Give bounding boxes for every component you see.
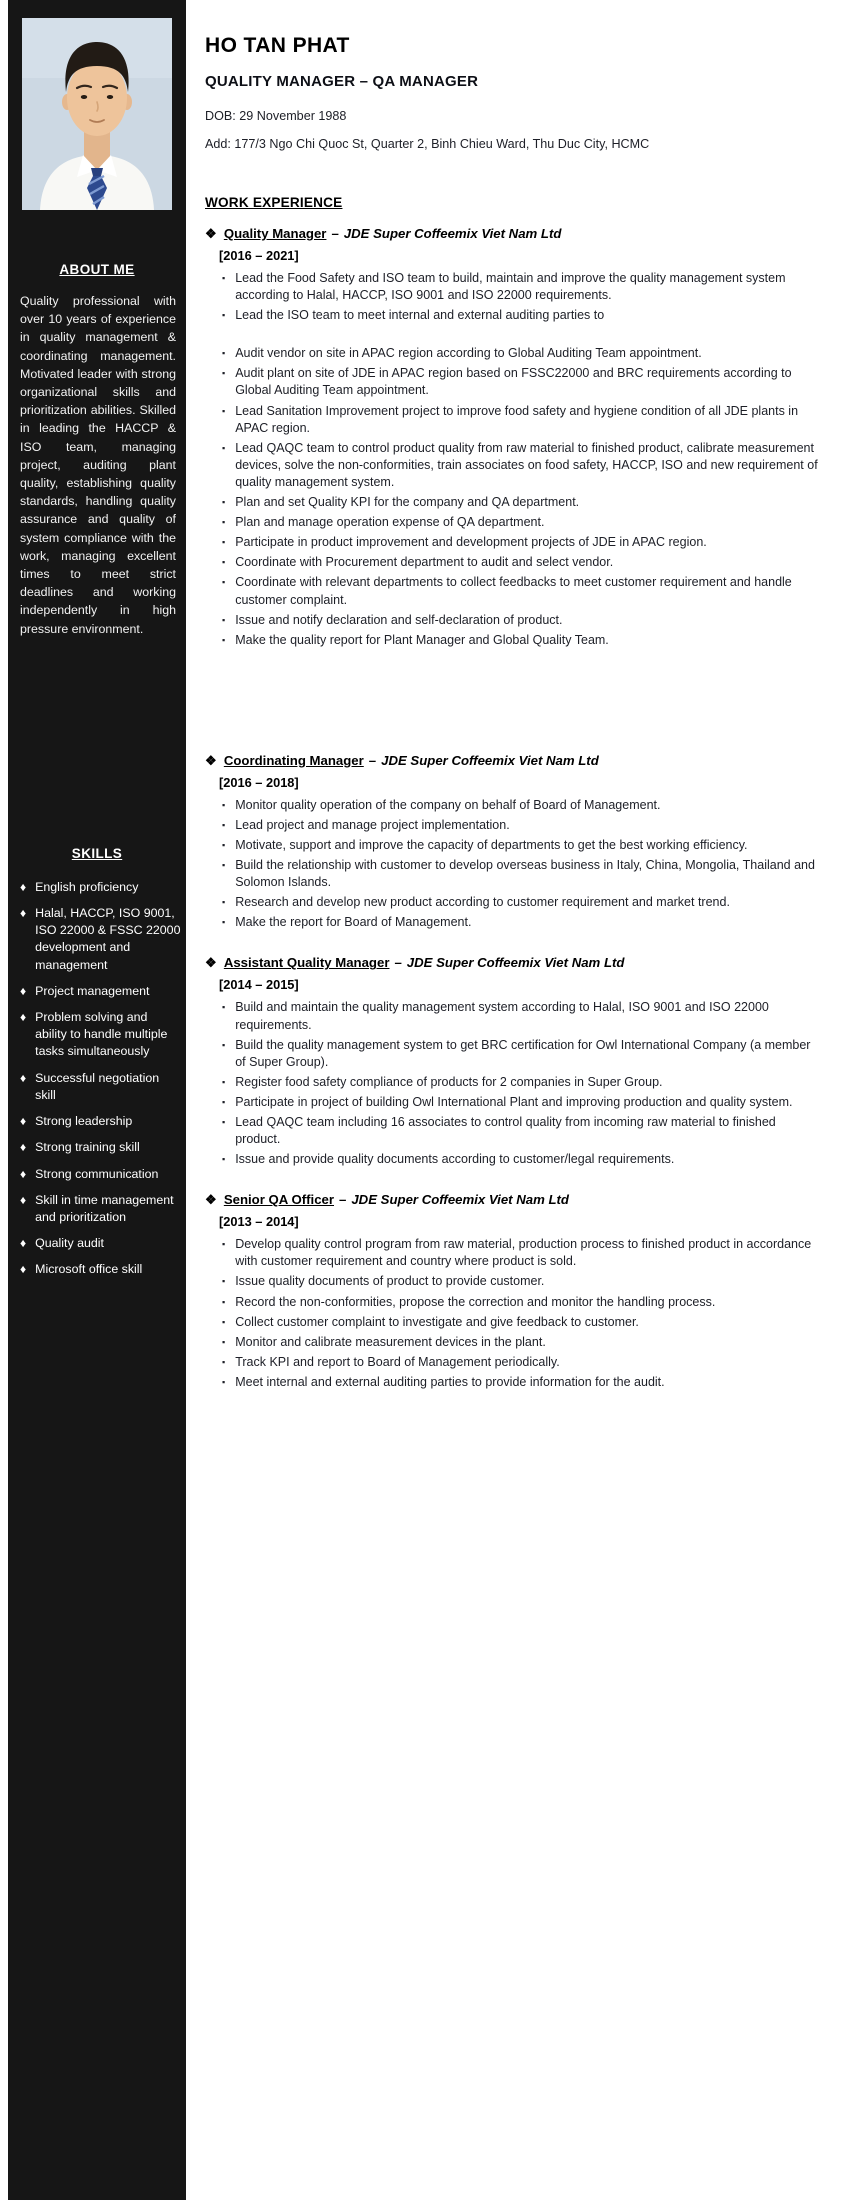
skill-label: Successful negotiation skill bbox=[35, 1070, 160, 1102]
job-bullet-text: Audit vendor on site in APAC region according to Global Auditing Team appointment. bbox=[235, 346, 702, 361]
about-heading: ABOUT ME bbox=[59, 262, 135, 277]
skill-item bbox=[20, 1166, 182, 1183]
square-bullet-icon: ▪ bbox=[222, 819, 226, 830]
diamond-bullet-icon: ♦ bbox=[20, 1114, 27, 1129]
diamond-bullet-icon: ♦ bbox=[20, 1010, 27, 1025]
job-period: [2014 – 2015] bbox=[219, 977, 299, 993]
square-bullet-icon: ▪ bbox=[222, 1117, 226, 1127]
square-bullet-icon: ▪ bbox=[222, 348, 226, 359]
address-line: Add: 177/3 Ngo Chi Quoc St, Quarter 2, Binh Chieu Ward, Thu Duc City, HCMC bbox=[205, 137, 650, 151]
skill-item bbox=[20, 1070, 182, 1104]
job-bullet bbox=[222, 857, 823, 891]
job-bullet-text: Coordinate with relevant departments to collect feedbacks to meet customer requirement and handle customer complaint. bbox=[235, 575, 792, 607]
square-bullet-icon: ▪ bbox=[222, 1239, 226, 1250]
job-title-line bbox=[205, 753, 823, 769]
square-bullet-icon: ▪ bbox=[222, 310, 226, 321]
job-entry-senior-qa-officer bbox=[205, 1192, 823, 1391]
job-bullet bbox=[222, 1151, 823, 1168]
skill-label: Strong communication bbox=[35, 1166, 159, 1181]
job-bullet bbox=[222, 914, 823, 931]
dob-line: DOB: 29 November 1988 bbox=[205, 109, 347, 123]
diamond-bullet-icon: ♦ bbox=[20, 879, 27, 894]
job-bullet-text: Monitor and calibrate measurement devices in the plant. bbox=[235, 1334, 546, 1349]
job-bullet bbox=[222, 1074, 823, 1091]
skill-item bbox=[20, 1192, 182, 1226]
skill-label: Problem solving and ability to handle multiple tasks simultaneously bbox=[35, 1010, 168, 1059]
candidate-name: HO TAN PHAT bbox=[205, 34, 350, 57]
diamond-bullet-icon: ♦ bbox=[20, 906, 27, 921]
square-bullet-icon: ▪ bbox=[222, 839, 226, 850]
job-bullet bbox=[222, 1374, 823, 1391]
job-bullet bbox=[222, 837, 823, 854]
diamond-bullet-icon: ♦ bbox=[20, 983, 27, 998]
diamond-bullet-icon: ♦ bbox=[20, 1166, 27, 1181]
skill-label: Strong training skill bbox=[35, 1140, 140, 1155]
job-bullet bbox=[222, 632, 823, 649]
candidate-job-title: QUALITY MANAGER – QA MANAGER bbox=[205, 73, 479, 90]
job-bullet-text: Meet internal and external auditing parties to provide information for the audit. bbox=[235, 1374, 665, 1389]
job-company: JDE Super Coffeemix Viet Nam Ltd bbox=[351, 1192, 569, 1208]
job-bullet-text: Lead project and manage project implementation. bbox=[235, 817, 510, 832]
job-bullet-text: Build the quality management system to get BRC certification for Owl International Company (a member of Super Group). bbox=[235, 1037, 811, 1069]
job-bullet bbox=[222, 1037, 823, 1071]
job-bullet-text: Lead QAQC team including 16 associates to control quality from incoming raw material to finished product. bbox=[235, 1115, 776, 1147]
job-title-line bbox=[205, 226, 823, 242]
square-bullet-icon: ▪ bbox=[222, 1096, 226, 1107]
job-bullet-text: Plan and manage operation expense of QA department. bbox=[235, 515, 545, 530]
job-marker-icon: ❖ bbox=[205, 752, 217, 768]
skill-item bbox=[20, 1261, 182, 1278]
job-company: JDE Super Coffeemix Viet Nam Ltd bbox=[381, 752, 599, 768]
skill-label: Project management bbox=[35, 983, 150, 998]
skill-label: English proficiency bbox=[35, 879, 139, 894]
job-bullet-text: Monitor quality operation of the company on behalf of Board of Management. bbox=[235, 797, 661, 812]
job-bullet-text: Track KPI and report to Board of Management periodically. bbox=[235, 1354, 560, 1369]
square-bullet-icon: ▪ bbox=[222, 368, 226, 379]
skill-label: Skill in time management and prioritization bbox=[35, 1192, 174, 1224]
job-bullet bbox=[222, 999, 823, 1033]
job-bullet-text: Coordinate with Procurement department to audit and select vendor. bbox=[235, 555, 614, 570]
square-bullet-icon: ▪ bbox=[222, 1296, 226, 1307]
job-company: JDE Super Coffeemix Viet Nam Ltd bbox=[343, 226, 562, 241]
job-bullet-text: Issue and provide quality documents according to customer/legal requirements. bbox=[235, 1152, 675, 1167]
square-bullet-icon: ▪ bbox=[222, 1316, 226, 1327]
job-separator: – bbox=[339, 1192, 347, 1208]
square-bullet-icon: ▪ bbox=[222, 1039, 226, 1050]
square-bullet-icon: ▪ bbox=[222, 1154, 226, 1165]
job-title-line bbox=[205, 1192, 823, 1208]
skill-label: Strong leadership bbox=[35, 1114, 133, 1129]
skill-label: Halal, HACCP, ISO 9001, ISO 22000 & FSSC 22000 development and management bbox=[35, 906, 181, 972]
skill-label: Quality audit bbox=[35, 1236, 104, 1251]
job-bullet bbox=[222, 1334, 823, 1351]
square-bullet-icon: ▪ bbox=[222, 1276, 226, 1287]
skill-item bbox=[20, 983, 182, 1000]
job-period: [2013 – 2014] bbox=[219, 1214, 299, 1230]
job-bullet-text: Issue and notify declaration and self-declaration of product. bbox=[235, 612, 563, 627]
job-separator: – bbox=[331, 226, 339, 241]
square-bullet-icon: ▪ bbox=[222, 537, 226, 548]
job-marker-icon: ❖ bbox=[205, 955, 217, 971]
skill-item bbox=[20, 1113, 182, 1130]
diamond-bullet-icon: ♦ bbox=[20, 1262, 27, 1277]
job-bullet-text: Make the quality report for Plant Manager and Global Quality Team. bbox=[235, 632, 609, 647]
job-bullet bbox=[222, 514, 823, 531]
job-bullet-text: Collect customer complaint to investigate and give feedback to customer. bbox=[235, 1314, 639, 1329]
job-bullet bbox=[222, 797, 823, 814]
sidebar bbox=[8, 0, 186, 2200]
square-bullet-icon: ▪ bbox=[222, 557, 226, 568]
job-bullet-text: Motivate, support and improve the capacity of departments to get the best working efficiency. bbox=[235, 837, 748, 852]
diamond-bullet-icon: ♦ bbox=[20, 1070, 27, 1085]
job-bullet-text: Lead the ISO team to meet internal and external auditing parties to bbox=[235, 308, 605, 323]
job-period: [2016 – 2018] bbox=[219, 774, 299, 790]
job-bullet-text: Issue quality documents of product to provide customer. bbox=[235, 1274, 545, 1289]
job-bullet bbox=[222, 270, 823, 304]
square-bullet-icon: ▪ bbox=[222, 442, 226, 453]
job-title-line bbox=[205, 955, 823, 971]
job-bullet bbox=[222, 365, 823, 399]
job-bullet bbox=[222, 1294, 823, 1311]
skill-item bbox=[20, 879, 182, 896]
square-bullet-icon: ▪ bbox=[222, 497, 226, 508]
job-bullet bbox=[222, 1094, 823, 1111]
job-company: JDE Super Coffeemix Viet Nam Ltd bbox=[406, 955, 625, 971]
job-bullet-list bbox=[205, 1236, 823, 1391]
skills-list bbox=[20, 879, 182, 1279]
diamond-bullet-icon: ♦ bbox=[20, 1192, 27, 1207]
job-bullet-text: Record the non-conformities, propose the correction and monitor the handling process. bbox=[235, 1294, 716, 1309]
job-bullet-text: Research and develop new product according to customer requirement and market trend. bbox=[235, 895, 730, 910]
square-bullet-icon: ▪ bbox=[222, 1002, 226, 1013]
job-bullet-text: Participate in project of building Owl International Plant and improving production and quality system. bbox=[235, 1094, 793, 1109]
job-bullet bbox=[222, 534, 823, 551]
main-content bbox=[205, 0, 823, 1394]
square-bullet-icon: ▪ bbox=[222, 799, 226, 810]
job-bullet-text: Lead QAQC team to control product quality from raw material to finished product, calibrate measurement devices, solve the non-conformities, train associates on food safety, HACCP, ISO and new requirement of quality management system. bbox=[235, 440, 818, 489]
job-bullet bbox=[222, 1236, 823, 1270]
job-bullet-text: Audit plant on site of JDE in APAC region based on FSSC22000 and BRC requirements according to Global Auditing Team appointment. bbox=[235, 366, 792, 398]
job-bullet-text: Register food safety compliance of products for 2 companies in Super Group. bbox=[235, 1074, 663, 1089]
job-bullet bbox=[222, 894, 823, 911]
job-bullet-text: Plan and set Quality KPI for the company and QA department. bbox=[235, 495, 580, 510]
profile-photo bbox=[22, 18, 172, 210]
job-separator: – bbox=[368, 752, 377, 768]
job-bullet-text: Develop quality control program from raw material, production process to finished product in accordance with customer requirement and country where product is sold. bbox=[235, 1237, 812, 1269]
job-marker-icon: ❖ bbox=[205, 226, 217, 241]
skill-item bbox=[20, 1139, 182, 1156]
skill-label: Microsoft office skill bbox=[35, 1262, 143, 1277]
job-entry-coordinating-manager bbox=[205, 753, 823, 932]
job-bullet bbox=[222, 345, 823, 362]
skill-item bbox=[20, 1235, 182, 1252]
work-experience-heading: WORK EXPERIENCE bbox=[205, 195, 343, 210]
square-bullet-icon: ▪ bbox=[222, 917, 226, 928]
square-bullet-icon: ▪ bbox=[222, 517, 226, 528]
square-bullet-icon: ▪ bbox=[222, 1336, 226, 1347]
square-bullet-icon: ▪ bbox=[222, 1376, 226, 1387]
job-entry-quality-manager bbox=[205, 226, 823, 649]
job-bullet bbox=[222, 1273, 823, 1290]
skill-item bbox=[20, 905, 182, 974]
diamond-bullet-icon: ♦ bbox=[20, 1140, 27, 1155]
job-bullet-text: Build the relationship with customer to develop overseas business in Italy, China, Mongolia, Thailand and Solomon Islands. bbox=[235, 858, 815, 890]
square-bullet-icon: ▪ bbox=[222, 634, 226, 645]
square-bullet-icon: ▪ bbox=[222, 860, 226, 871]
job-bullet-list bbox=[205, 999, 823, 1168]
job-bullet bbox=[222, 1354, 823, 1371]
square-bullet-icon: ▪ bbox=[222, 1076, 226, 1087]
job-bullet-text: Build and maintain the quality management system according to Halal, ISO 9001 and ISO 22000 requirements. bbox=[235, 1000, 769, 1032]
square-bullet-icon: ▪ bbox=[222, 273, 226, 283]
skill-item bbox=[20, 1009, 182, 1061]
job-role: Assistant Quality Manager bbox=[223, 955, 390, 971]
job-period: [2016 – 2021] bbox=[219, 248, 299, 263]
skills-heading: SKILLS bbox=[71, 845, 123, 861]
job-bullet bbox=[222, 403, 823, 437]
job-bullet bbox=[222, 612, 823, 629]
job-separator: – bbox=[394, 955, 402, 971]
job-bullet bbox=[222, 494, 823, 511]
square-bullet-icon: ▪ bbox=[222, 1356, 226, 1367]
job-bullet bbox=[222, 1114, 823, 1148]
job-bullet bbox=[222, 817, 823, 834]
job-bullet-list bbox=[205, 797, 823, 932]
job-bullet-text: Lead the Food Safety and ISO team to build, maintain and improve the quality management system according to Halal, HACCP, ISO 9001 and ISO 22000 requirements. bbox=[235, 271, 786, 303]
square-bullet-icon: ▪ bbox=[222, 897, 226, 908]
job-bullet bbox=[222, 440, 823, 491]
job-role: Senior QA Officer bbox=[223, 1192, 334, 1208]
job-marker-icon: ❖ bbox=[205, 1192, 217, 1208]
job-role: Quality Manager bbox=[223, 226, 327, 241]
square-bullet-icon: ▪ bbox=[222, 405, 226, 416]
job-bullet-list bbox=[205, 270, 823, 649]
diamond-bullet-icon: ♦ bbox=[20, 1236, 27, 1251]
about-text: Quality professional with over 10 years of experience in quality management & coordinating management. Motivated leader with strong organizational skills and prioritization abilities. Skilled in leading the HACCP & ISO team, managing project, auditing plant quality, establishing quality standards, handling quality assurance and quality of system compliance with the work, managing excellent times to meet strict deadlines and working independently in high pressure environment. bbox=[20, 294, 176, 636]
square-bullet-icon: ▪ bbox=[222, 614, 226, 625]
job-bullet bbox=[222, 554, 823, 571]
square-bullet-icon: ▪ bbox=[222, 577, 226, 588]
job-bullet-text: Make the report for Board of Management. bbox=[235, 915, 472, 930]
job-entry-assistant-quality-manager bbox=[205, 955, 823, 1168]
job-bullet bbox=[222, 1314, 823, 1331]
job-bullet-text: Lead Sanitation Improvement project to improve food safety and hygiene condition of all JDE plants in APAC region. bbox=[235, 403, 799, 435]
job-bullet bbox=[222, 307, 823, 324]
job-role: Coordinating Manager bbox=[223, 752, 364, 768]
job-bullet bbox=[222, 574, 823, 608]
job-bullet-text: Participate in product improvement and development projects of JDE in APAC region. bbox=[235, 535, 707, 550]
